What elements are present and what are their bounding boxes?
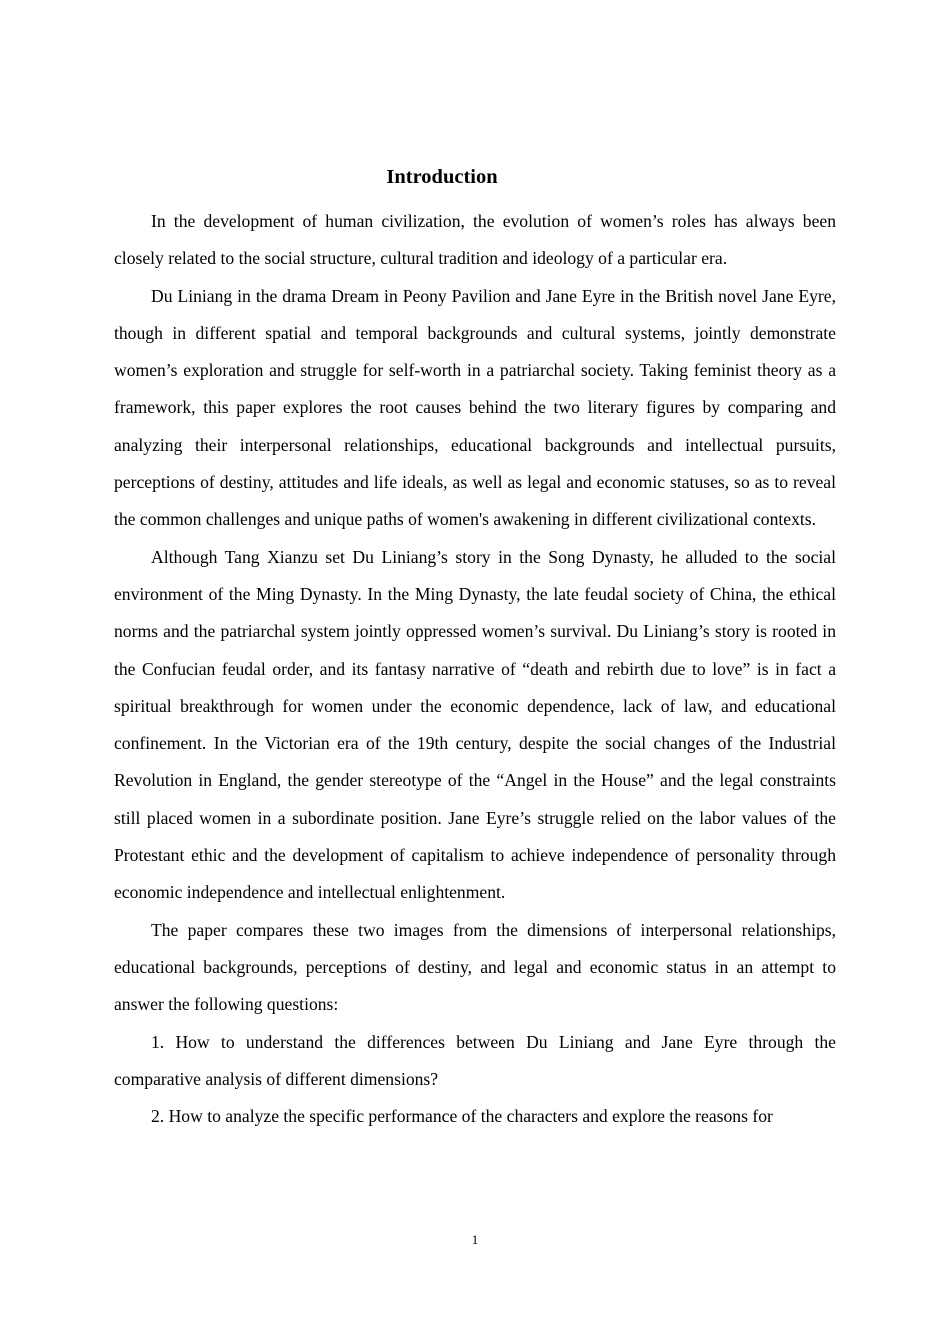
question-1: 1. How to understand the differences between Du Liniang and Jane Eyre through the comparative analysis of different dimensions? — [114, 1031, 836, 1089]
paragraph-1: In the development of human civilization, the evolution of women’s roles has always been closely related to the social structure, cultural tradition and ideology of a particular era. — [114, 211, 836, 269]
body-text — [114, 203, 836, 1135]
section-title: Introduction — [386, 166, 498, 188]
page-number: 1 — [471, 1232, 479, 1247]
paragraph-2: Du Liniang in the drama Dream in Peony Pavilion and Jane Eyre in the British novel Jane Eyre, though in different spatial and temporal backgrounds and cultural systems, jointly demonstrate women’s exploration and struggle for self-worth in a patriarchal society. Taking feminist theory as a framework, this paper explores the root causes behind the two literary figures by comparing and analyzing their interpersonal relationships, educational backgrounds and intellectual pursuits, perceptions of destiny, attitudes and life ideals, as well as legal and economic statuses, so as to reveal the common challenges and unique paths of women's awakening in different civilizational contexts. — [114, 285, 836, 530]
paragraph-3: Although Tang Xianzu set Du Liniang’s story in the Song Dynasty, he alluded to the social environment of the Ming Dynasty. In the Ming Dynasty, the late feudal society of China, the ethical norms and the patriarchal system jointly oppressed women’s survival. Du Liniang’s story is rooted in the Confucian feudal order, and its fantasy narrative of “death and rebirth due to love” is in fact a spiritual breakthrough for women under the economic dependence, lack of law, and educational confinement. In the Victorian era of the 19th century, despite the social changes of the Industrial Revolution in England, the gender stereotype of the “Angel in the House” and the legal constraints still placed women in a subordinate position. Jane Eyre’s struggle relied on the labor values of the Protestant ethic and the development of capitalism to achieve independence of personality through economic independence and intellectual enlightenment. — [114, 546, 836, 903]
paragraph-4: The paper compares these two images from the dimensions of interpersonal relationships, educational backgrounds, perceptions of destiny, and legal and economic status in an attempt to answer the following questions: — [114, 919, 836, 1015]
question-2: 2. How to analyze the specific performance of the characters and explore the reasons for — [151, 1106, 773, 1127]
